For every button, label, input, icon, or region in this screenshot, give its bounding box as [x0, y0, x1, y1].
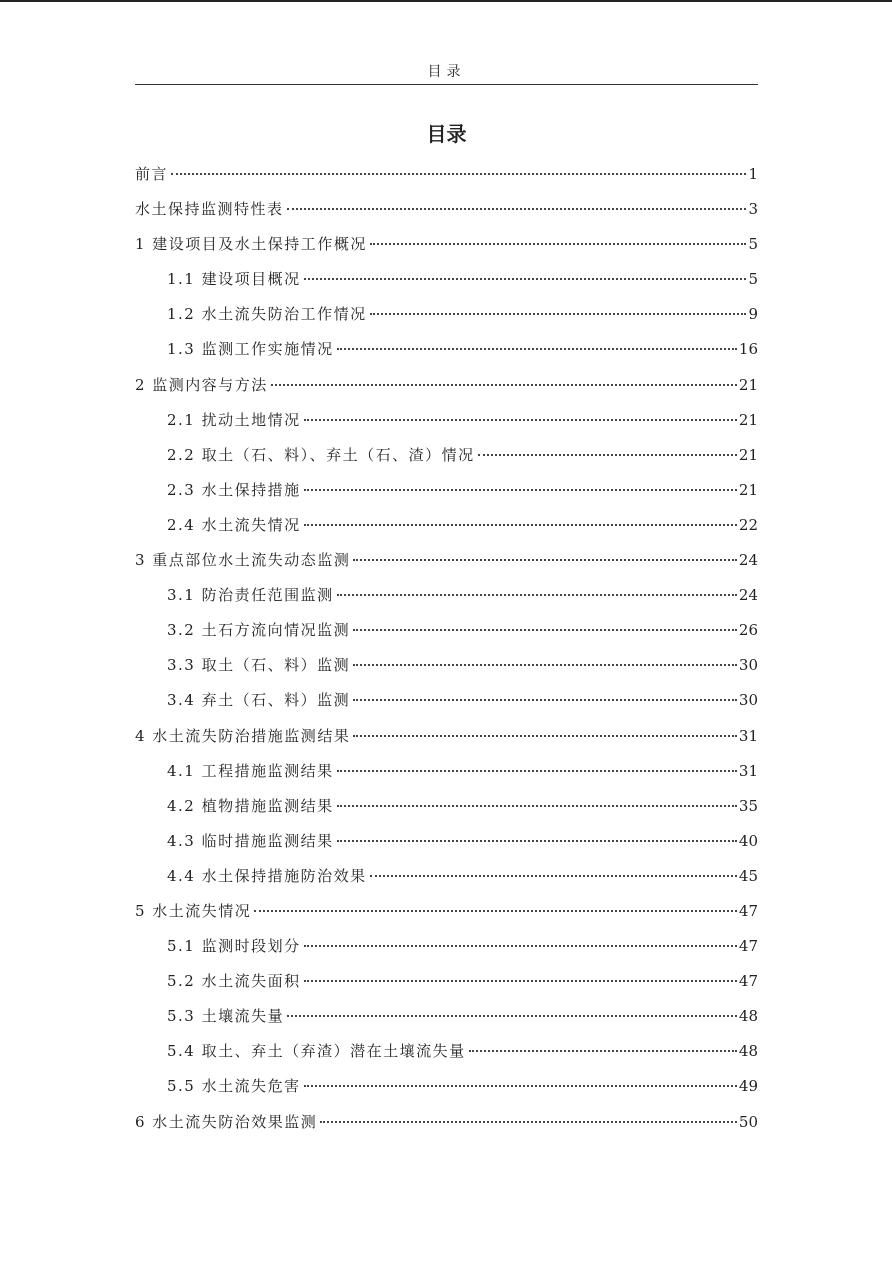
toc-entry[interactable] — [135, 473, 758, 508]
toc-dot-leader — [171, 173, 746, 175]
toc-entry-label: 5 水土流失情况 — [135, 901, 252, 920]
toc-entry-page-number: 35 — [738, 796, 758, 815]
toc-entry[interactable] — [135, 157, 758, 192]
toc-entry-label: 5.1 监测时段划分 — [167, 937, 301, 956]
toc-entry-label: 1.2 水土流失防治工作情况 — [167, 305, 367, 324]
toc-entry-label: 3.4 弃土（石、料）监测 — [167, 691, 351, 710]
toc-entry-label: 2.4 水土流失情况 — [167, 515, 301, 534]
toc-dot-leader — [353, 559, 737, 561]
toc-entry-page-number: 3 — [748, 200, 758, 219]
toc-entry[interactable] — [135, 683, 758, 718]
toc-dot-leader — [271, 384, 737, 386]
toc-dot-leader — [469, 1050, 737, 1052]
toc-dot-leader — [337, 805, 737, 807]
toc-entry[interactable] — [135, 754, 758, 789]
toc-dot-leader — [370, 875, 737, 877]
toc-entry-page-number: 24 — [738, 586, 758, 605]
toc-dot-leader — [337, 594, 737, 596]
toc-entry-page-number: 31 — [738, 761, 758, 780]
toc-dot-leader — [287, 208, 747, 210]
toc-entry[interactable] — [135, 438, 758, 473]
toc-entry-label: 5.3 土壤流失量 — [167, 1007, 285, 1026]
toc-entry-label: 2.1 扰动土地情况 — [167, 410, 301, 429]
toc-entry-page-number: 21 — [738, 375, 758, 394]
toc-entry-page-number: 26 — [738, 621, 758, 640]
toc-entry-page-number: 50 — [738, 1112, 758, 1131]
toc-dot-leader — [304, 945, 737, 947]
toc-entry[interactable] — [135, 578, 758, 613]
toc-entry-label: 3.2 土石方流向情况监测 — [167, 621, 351, 640]
toc-entry-label: 6 水土流失防治效果监测 — [135, 1112, 318, 1131]
toc-dot-leader — [337, 348, 737, 350]
toc-entry-page-number: 48 — [738, 1007, 758, 1026]
toc-entry[interactable] — [135, 719, 758, 754]
toc-entry-page-number: 31 — [738, 726, 758, 745]
toc-entry-page-number: 5 — [748, 270, 758, 289]
toc-entry-page-number: 30 — [738, 656, 758, 675]
toc-entry-label: 4 水土流失防治措施监测结果 — [135, 726, 351, 745]
toc-entry[interactable] — [135, 894, 758, 929]
toc-entry[interactable] — [135, 613, 758, 648]
toc-dot-leader — [304, 1085, 737, 1087]
toc-entry[interactable] — [135, 543, 758, 578]
toc-entry[interactable] — [135, 999, 758, 1034]
toc-dot-leader — [304, 419, 737, 421]
toc-entry-label: 2.2 取土（石、料）、弃土（石、渣）情况 — [167, 445, 475, 464]
toc-dot-leader — [353, 629, 737, 631]
toc-entry[interactable] — [135, 859, 758, 894]
toc-entry-label: 4.4 水土保持措施防治效果 — [167, 866, 367, 885]
toc-entry[interactable] — [135, 1105, 758, 1140]
running-header: 目录 — [427, 64, 466, 80]
toc-entry-label: 2 监测内容与方法 — [135, 375, 268, 394]
toc-dot-leader — [320, 1121, 737, 1123]
toc-entry-label: 3 重点部位水土流失动态监测 — [135, 551, 351, 570]
toc-entry-label: 前言 — [135, 165, 169, 183]
toc-dot-leader — [287, 1015, 737, 1017]
toc-entry[interactable] — [135, 192, 758, 227]
toc-dot-leader — [478, 454, 737, 456]
toc-entry-page-number: 21 — [738, 480, 758, 499]
toc-entry-label: 1.1 建设项目概况 — [167, 270, 301, 289]
toc-entry-label: 4.1 工程措施监测结果 — [167, 761, 334, 780]
toc-dot-leader — [337, 770, 737, 772]
toc-entry[interactable] — [135, 929, 758, 964]
toc-entry-page-number: 47 — [738, 972, 758, 991]
toc-dot-leader — [353, 735, 737, 737]
toc-entry[interactable] — [135, 1069, 758, 1104]
toc-entry-page-number: 48 — [738, 1042, 758, 1061]
toc-entry-label: 5.5 水土流失危害 — [167, 1077, 301, 1096]
toc-dot-leader — [353, 699, 737, 701]
toc-entry[interactable] — [135, 508, 758, 543]
toc-entry-page-number: 16 — [738, 340, 758, 359]
toc-entry-label: 1.3 监测工作实施情况 — [167, 340, 334, 359]
toc-entry[interactable] — [135, 332, 758, 367]
toc-entry-label: 1 建设项目及水土保持工作概况 — [135, 235, 367, 254]
toc-entry[interactable] — [135, 648, 758, 683]
toc-dot-leader — [370, 313, 747, 315]
toc-dot-leader — [304, 980, 737, 982]
toc-dot-leader — [254, 910, 737, 912]
header-rule — [135, 84, 758, 85]
toc-entry[interactable] — [135, 964, 758, 999]
toc-entry-page-number: 40 — [738, 831, 758, 850]
toc-entry[interactable] — [135, 368, 758, 403]
toc-entry-label: 3.1 防治责任范围监测 — [167, 586, 334, 605]
toc-entry[interactable] — [135, 227, 758, 262]
toc-entry[interactable] — [135, 789, 758, 824]
toc-entry[interactable] — [135, 403, 758, 438]
toc-dot-leader — [370, 243, 747, 245]
toc-entry-label: 水土保持监测特性表 — [135, 200, 284, 219]
toc-title: 目录 — [426, 122, 467, 146]
toc-entry-page-number: 47 — [738, 901, 758, 920]
toc-entry[interactable] — [135, 824, 758, 859]
toc-entry[interactable] — [135, 262, 758, 297]
toc-entry-label: 4.2 植物措施监测结果 — [167, 796, 334, 815]
toc-entry-page-number: 24 — [738, 551, 758, 570]
toc-entry-label: 2.3 水土保持措施 — [167, 480, 301, 499]
toc-entry-label: 5.4 取土、弃土（弃渣）潜在土壤流失量 — [167, 1042, 466, 1061]
toc-entry-label: 4.3 临时措施监测结果 — [167, 831, 334, 850]
toc-entry-page-number: 21 — [738, 445, 758, 464]
toc-dot-leader — [353, 664, 737, 666]
toc-entry-page-number: 22 — [738, 515, 758, 534]
toc-dot-leader — [304, 489, 737, 491]
toc-entry-page-number: 5 — [748, 235, 758, 254]
toc-dot-leader — [304, 524, 737, 526]
toc-entry-label: 3.3 取土（石、料）监测 — [167, 656, 351, 675]
toc-entry[interactable] — [135, 1034, 758, 1069]
toc-entry-page-number: 21 — [738, 410, 758, 429]
toc-dot-leader — [304, 278, 747, 280]
toc-entry-label: 5.2 水土流失面积 — [167, 972, 301, 991]
toc-entry-page-number: 49 — [738, 1077, 758, 1096]
toc-dot-leader — [337, 840, 737, 842]
toc-entry-page-number: 1 — [748, 165, 758, 183]
toc-entry-page-number: 45 — [738, 866, 758, 885]
toc-entry-page-number: 9 — [748, 305, 758, 324]
toc-entry-page-number: 30 — [738, 691, 758, 710]
toc-entry[interactable] — [135, 297, 758, 332]
toc-entry-page-number: 47 — [738, 937, 758, 956]
toc-list — [135, 157, 758, 1140]
